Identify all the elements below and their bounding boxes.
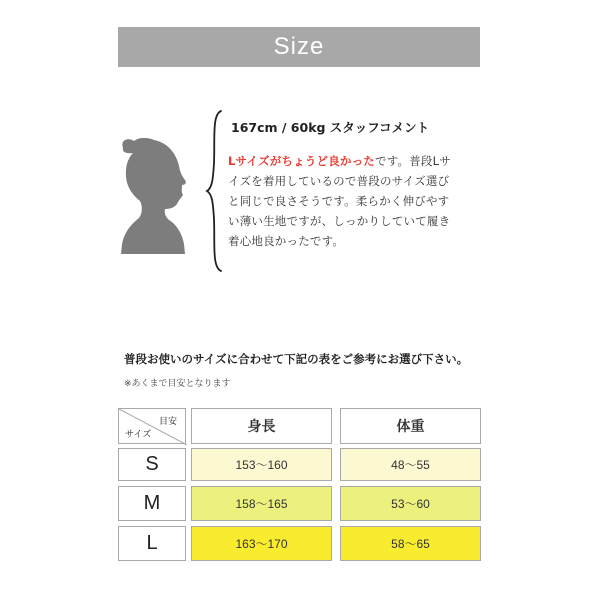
size-label-s: S xyxy=(118,448,186,481)
size-label-l: L xyxy=(118,526,186,561)
header-weight: 体重 xyxy=(340,408,481,444)
height-cell-m: 158〜165 xyxy=(191,486,332,521)
corner-label-size: サイズ xyxy=(125,430,152,440)
banner-title: Size xyxy=(273,33,325,60)
comment-body: です。普段Lサイズを着用しているので普段のサイズ選びと同じで良さそうです。柔らかく伸びやすい薄い生地ですが、しっかりしていて履き着心地良かったです。 xyxy=(228,154,451,248)
size-banner xyxy=(118,27,480,67)
size-guide-text: 普段お使いのサイズに合わせて下記の表をご参考にお選び下さい。 xyxy=(124,352,469,366)
size-guide-note: ※あくまで目安となります xyxy=(124,379,231,389)
weight-cell-s: 48〜55 xyxy=(340,448,481,481)
table-corner-cell xyxy=(118,408,186,444)
corner-label-guide: 目安 xyxy=(158,417,177,427)
height-cell-s: 153〜160 xyxy=(191,448,332,481)
comment-highlight: Lサイズがちょうど良かった xyxy=(228,154,376,168)
height-cell-l: 163〜170 xyxy=(191,526,332,561)
size-label-m: M xyxy=(118,486,186,521)
weight-cell-l: 58〜65 xyxy=(340,526,481,561)
header-height: 身長 xyxy=(191,408,332,444)
curly-brace-icon xyxy=(203,108,225,274)
staff-profile-title: 167cm / 60kg スタッフコメント xyxy=(231,120,430,135)
weight-cell-m: 53〜60 xyxy=(340,486,481,521)
staff-comment xyxy=(228,151,460,251)
woman-silhouette-icon xyxy=(108,138,190,254)
